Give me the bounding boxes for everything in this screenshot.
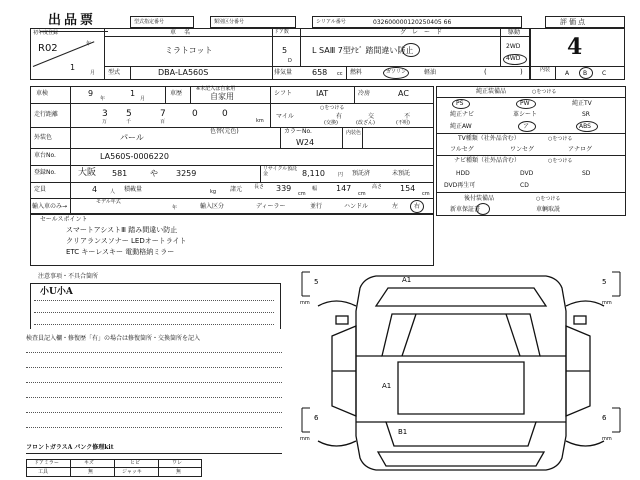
model-year-unit: 年 xyxy=(172,205,178,211)
grade-label: グレード xyxy=(400,29,449,36)
recycle-unit: 円 xyxy=(338,172,344,178)
equip-pw: PW xyxy=(520,100,530,107)
class-no-box xyxy=(210,16,296,28)
color-no-label: カラーNo. xyxy=(284,128,312,135)
usage-note: ※未記入は自家用 xyxy=(196,86,236,92)
recycle-unpaid: 未預託 xyxy=(392,170,411,177)
class-no-label: 類別区分番号 xyxy=(214,19,245,25)
km-unit: km xyxy=(256,118,264,124)
width-label: 幅 xyxy=(312,186,318,192)
equip-navi: 純正ナビ xyxy=(450,111,475,118)
damage-value-tool: 工具 xyxy=(38,469,49,475)
length-value: 339 xyxy=(276,184,292,193)
doors-value: 5 xyxy=(282,46,288,55)
height-unit: cm xyxy=(422,191,430,197)
height-value: 154 xyxy=(400,184,416,193)
rating-value: 4 xyxy=(567,34,583,60)
navi-hdd: HDD xyxy=(456,170,470,177)
inspection-year-unit: 年 xyxy=(100,96,106,102)
interior-label: 内装 xyxy=(540,67,551,73)
damage-header-scratch: キズ xyxy=(84,460,94,466)
cc-unit: cc xyxy=(337,71,343,77)
damage-header-crack: ヒビ xyxy=(130,460,141,466)
dvd-playable: DVD再生可 xyxy=(444,182,476,189)
sales-title: セールスポイント xyxy=(40,216,88,223)
rear-circle-note: ○をつける xyxy=(536,196,561,202)
equip-ps: PS xyxy=(456,100,464,107)
exterior-color-value: パール xyxy=(120,133,144,142)
mileage-unit-hyaku: 百 xyxy=(160,119,166,125)
shift-value: IAT xyxy=(316,89,329,98)
meter-label: マイル xyxy=(276,113,294,120)
capacity-unit: 人 xyxy=(110,189,116,195)
rating-label: 評価点 xyxy=(560,18,587,26)
rear-title: 後付装備品 xyxy=(464,195,495,202)
usage-label: 車歴 xyxy=(170,90,183,97)
plate-number: 3259 xyxy=(176,169,197,178)
capacity-value: 4 xyxy=(92,185,98,194)
serial-label: シリアル番号 xyxy=(316,19,346,25)
sales-line-2: クリアランスソナー LEDオートライト xyxy=(66,237,187,245)
navi-circle-note: ○をつける xyxy=(548,158,573,164)
displacement-value: 658 xyxy=(312,68,328,77)
drive-4wd: 4WD xyxy=(506,55,521,62)
length-label: 長さ xyxy=(254,184,265,190)
plate-label: 登録No. xyxy=(34,169,56,176)
exterior-color-label: 外装色 xyxy=(34,134,53,141)
inspection-month-unit: 月 xyxy=(140,96,146,102)
tv-analog: アナログ xyxy=(568,146,593,153)
navi-dvd: DVD xyxy=(520,170,534,177)
tread-rl-unit: mm xyxy=(300,436,310,442)
tv-oneseg: ワンセグ xyxy=(510,146,535,153)
first-reg-label: 初年度登録 xyxy=(33,30,59,36)
handle-right: 右 xyxy=(414,203,421,210)
type-no-label: 型式指定番号 xyxy=(134,19,165,25)
import-only-label: 輸入車のみ→ xyxy=(32,203,68,210)
notes-title: 注意事項・不具合箇所 xyxy=(38,273,99,280)
interior-grade-b: B xyxy=(583,70,588,77)
size-label: 諸元 xyxy=(230,186,243,193)
tv-title: TV種類（社外品含む） xyxy=(458,135,520,142)
type-no-box xyxy=(130,16,194,28)
sales-line-1: スマートアシストⅢ 踏み間違い防止 xyxy=(66,226,178,234)
load-unit: kg xyxy=(210,189,217,195)
drive-label: 駆動 xyxy=(508,29,521,36)
equipment-title: 純正装備品 xyxy=(476,88,507,95)
mileage-label: 走行距離 xyxy=(34,111,59,118)
serial-box xyxy=(312,16,522,28)
damage-label-rear: B1 xyxy=(398,428,408,436)
mileage-digit-2: 5 xyxy=(126,109,132,119)
meter-opt-tamper: 交 xyxy=(368,113,375,120)
equip-abs: ABS xyxy=(579,123,591,130)
meter-sub-exchange: (交換) xyxy=(324,120,338,126)
fuel-label: 燃料 xyxy=(350,69,363,76)
doors-suffix: D xyxy=(288,58,292,64)
inspection-label: 車検 xyxy=(36,90,49,97)
inspector-title: 検査員記入欄・修復歴「有」の場合は修復箇所・交換箇所を記入 xyxy=(26,335,201,342)
tv-circle-note: ○をつける xyxy=(548,136,573,142)
first-reg-year: R02 xyxy=(38,43,58,54)
rear-manual: 車輌取説 xyxy=(536,206,561,213)
usage-value: 自家用 xyxy=(210,92,234,101)
model-year-label: モデル年式 xyxy=(96,199,121,205)
meter-opt-exchange: 有 xyxy=(336,113,343,120)
shift-label: シフト xyxy=(274,90,293,97)
meter-circle-note: ○をつける xyxy=(320,105,345,111)
interior-grade-a: A xyxy=(565,70,570,77)
mileage-unit-sen: 千 xyxy=(126,119,132,125)
year-label: 年 xyxy=(86,41,92,47)
month-label: 月 xyxy=(90,70,96,76)
inspection-month: 1 xyxy=(130,89,136,98)
tread-rl-value: 6 xyxy=(314,414,319,422)
equip-leather: 革シート xyxy=(513,111,538,118)
first-reg-month: 1 xyxy=(70,63,76,72)
equip-sr: SR xyxy=(582,111,590,118)
aircon-value: AC xyxy=(398,89,409,98)
plate-class: 581 xyxy=(112,169,128,178)
chassis-label: 車台No. xyxy=(34,152,56,159)
equipment-circle-note: ○をつける xyxy=(532,89,557,95)
width-value: 147 xyxy=(336,184,352,193)
navi-sd: SD xyxy=(582,170,591,177)
sales-line-3: ETC キーレスキー 電動格納ミラー xyxy=(66,248,175,256)
tread-rr-value: 6 xyxy=(602,414,607,422)
fuel-paren-close: ) xyxy=(520,68,523,76)
mileage-digit-4: 0 xyxy=(192,109,198,119)
grade-value: L SAⅢ 7型ﾅﾋﾞ 踏間違い防止 xyxy=(312,46,414,55)
model-value: DBA-LA560S xyxy=(158,68,209,77)
import-type-label: 輸入区分 xyxy=(200,203,225,210)
mileage-unit-man: 万 xyxy=(102,119,108,125)
fuel-paren-open: ( xyxy=(484,68,487,76)
equip-aw: 純正AW xyxy=(450,123,472,130)
tread-rr-unit: mm xyxy=(602,436,612,442)
load-label: 積載量 xyxy=(124,186,143,193)
tv-fullseg: フルセグ xyxy=(450,146,474,153)
damage-header-mirror: ドアミラー xyxy=(34,460,59,466)
height-label: 高さ xyxy=(372,184,383,190)
import-parallel: 並行 xyxy=(310,203,323,210)
windshield-note: フロントガラスA パンク修理kit xyxy=(26,444,114,451)
damage-label-front: A1 xyxy=(402,276,412,284)
meter-sub-unknown: (不明) xyxy=(396,120,410,126)
tread-fl-value: 5 xyxy=(314,278,319,286)
model-label: 型式 xyxy=(108,69,121,76)
car-name-label: 車名 xyxy=(170,29,199,36)
length-unit: cm xyxy=(298,191,306,197)
width-unit: cm xyxy=(358,191,366,197)
color-change-label: 色替(元色) xyxy=(210,128,239,135)
equip-tv: 純正TV xyxy=(572,100,592,107)
tread-fl-unit: mm xyxy=(300,300,310,306)
doors-label: ドア数 xyxy=(274,29,289,35)
mileage-digit-5: 0 xyxy=(222,109,228,119)
damage-value-2: 無 xyxy=(176,469,182,475)
sheet-title: 出品票 xyxy=(48,13,97,28)
handle-label: ハンドル xyxy=(344,203,369,210)
rating-header-box xyxy=(545,16,625,28)
interior-grade-c: C xyxy=(602,70,607,77)
tread-fr-value: 5 xyxy=(602,278,607,286)
equip-a: ア xyxy=(523,123,530,130)
grade-circle xyxy=(402,43,420,57)
rear-warranty: 新車保証書 xyxy=(450,206,481,213)
recycle-value: 8,110 xyxy=(302,169,325,178)
car-diagram xyxy=(296,266,626,478)
mileage-digit-1: 3 xyxy=(102,109,108,119)
interior-color-label: 内装色 xyxy=(346,130,362,136)
color-code: W24 xyxy=(296,138,315,147)
plate-area: 大阪 xyxy=(78,168,97,178)
damage-header-break: ワレ xyxy=(172,460,183,466)
inspection-year: 9 xyxy=(88,89,94,98)
aircon-label: 冷房 xyxy=(358,90,371,97)
capacity-label: 定員 xyxy=(34,186,47,193)
chassis-value: LA560S-0006220 xyxy=(100,152,169,161)
notes-handwritten: 小U小A xyxy=(40,287,73,297)
import-dealer: ディーラー xyxy=(256,203,286,210)
navi-title: ナビ種類（社外品含む） xyxy=(454,157,521,164)
damage-value-1: 無 xyxy=(88,469,94,475)
handle-left: 左 xyxy=(392,203,399,210)
serial-value: 032600000120250405 66 xyxy=(373,19,452,26)
spec-frame xyxy=(30,86,434,214)
recycle-label: リサイクル預託金 xyxy=(263,166,298,177)
recycle-paid: 預託済 xyxy=(352,170,371,177)
damage-value-jack: ジャッキ xyxy=(122,469,142,475)
drive-2wd: 2WD xyxy=(506,43,521,50)
damage-label-side: A1 xyxy=(382,382,392,390)
mileage-digit-3: 7 xyxy=(160,109,166,119)
cd-label: CD xyxy=(520,182,529,189)
meter-sub-tamper: (改ざん) xyxy=(356,120,375,126)
tread-fr-unit: mm xyxy=(602,300,612,306)
fuel-diesel: 軽油 xyxy=(424,69,437,76)
car-name-value: ミラトコット xyxy=(165,46,213,55)
meter-opt-unknown: 不 xyxy=(404,113,411,120)
displacement-label: 排気量 xyxy=(274,69,293,76)
plate-kana: や xyxy=(150,169,158,178)
fuel-gasoline: ガソリン xyxy=(386,69,407,75)
